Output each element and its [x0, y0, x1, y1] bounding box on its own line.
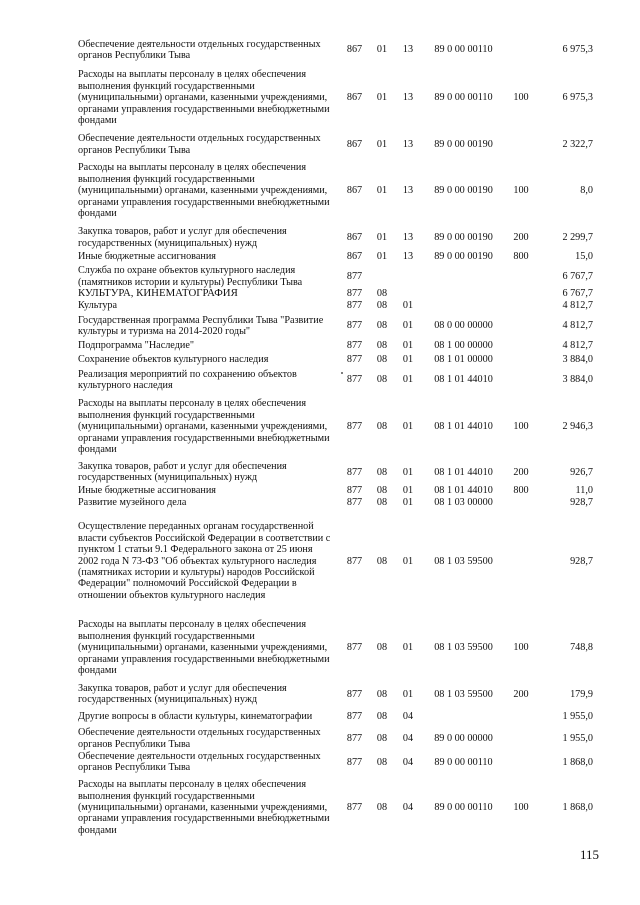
target-article-code: 89 0 00 00110	[434, 44, 493, 56]
budget-row	[78, 707, 593, 727]
subsection-code: 01	[402, 374, 414, 386]
expense-type-code	[506, 265, 536, 288]
subsection-code: 01	[402, 466, 414, 478]
section-code: 01	[376, 185, 388, 197]
expense-type-code: 200	[513, 466, 529, 478]
amount-value: 928,7	[570, 497, 593, 509]
section-code: 08	[376, 353, 388, 365]
budget-row	[78, 133, 593, 156]
subsection-code: 13	[402, 231, 414, 243]
amount-value: 6 975,3	[562, 44, 593, 56]
ministry-code: 867	[346, 92, 363, 104]
target-article-code: 08 1 01 44010	[434, 421, 493, 433]
expense-type-code	[506, 367, 536, 393]
expense-type-code: 100	[513, 642, 529, 654]
section-code: 01	[376, 231, 388, 243]
ministry-code: 877	[346, 484, 363, 496]
section-code	[369, 265, 395, 288]
expense-type-code	[506, 751, 536, 774]
section-code: 01	[376, 92, 388, 104]
ministry-code: 877	[346, 466, 363, 478]
expense-type-code	[506, 288, 536, 300]
ministry-code: 877	[346, 300, 363, 312]
budget-line-name: Закупка товаров, работ и услуг для обеспечения государственных (муниципальных) нужд	[78, 682, 287, 706]
ministry-code: 877	[346, 555, 363, 567]
budget-row	[78, 352, 593, 367]
section-code: 08	[376, 642, 388, 654]
budget-line-name: Обеспечение деятельности отдельных государственных органов Республики Тыва	[78, 750, 321, 774]
amount-value: 179,9	[570, 688, 593, 700]
ministry-code: 877	[346, 733, 363, 745]
subsection-code: 04	[402, 756, 414, 768]
budget-line-name: Осуществление переданных органам государственной власти субъектов Российской Федерации в соответствии с пунктом 1 статьи 9.1 Федерального закона от 25 июня 2002 года N 73-ФЗ "Об объектах культурного наследия (памятниках истории и культуры) народов Российской Федерации" полномочий Российской Федерации в отношении объектов культурного наследия	[78, 521, 331, 601]
target-article-code: 89 0 00 00110	[434, 92, 493, 104]
budget-table	[78, 37, 593, 842]
ministry-code: 877	[346, 320, 363, 332]
amount-value: 926,7	[570, 466, 593, 478]
expense-type-code: 800	[513, 251, 529, 263]
section-code: 08	[376, 421, 388, 433]
amount-value: 3 884,0	[562, 353, 593, 365]
target-article-code: 89 0 00 00110	[434, 756, 493, 768]
budget-row	[78, 156, 593, 226]
amount-value: 1 868,0	[562, 801, 593, 813]
ministry-code: 877	[346, 688, 363, 700]
expense-type-code: 200	[513, 231, 529, 243]
budget-line-name: Иные бюджетные ассигнования	[78, 484, 216, 496]
ministry-code: 877	[346, 340, 363, 352]
expense-type-code: 100	[513, 801, 529, 813]
expense-type-code: 200	[513, 688, 529, 700]
expense-type-code	[506, 497, 536, 509]
budget-row	[78, 727, 593, 751]
expense-type-code: 100	[513, 92, 529, 104]
amount-value: 15,0	[575, 251, 593, 263]
subsection-code: 13	[402, 185, 414, 197]
section-code: 08	[376, 374, 388, 386]
ministry-code: 877	[346, 353, 363, 365]
amount-value: 6 767,7	[562, 270, 593, 282]
subsection-code: 01	[402, 353, 414, 365]
amount-value: 1 955,0	[562, 733, 593, 745]
section-code: 08	[376, 300, 388, 312]
budget-row	[78, 367, 593, 393]
target-article-code: 89 0 00 00190	[434, 251, 493, 263]
section-code: 08	[376, 466, 388, 478]
budget-row	[78, 300, 593, 312]
budget-row	[78, 774, 593, 842]
budget-line-name: КУЛЬТУРА, КИНЕМАТОГРАФИЯ	[78, 287, 238, 300]
section-code: 08	[376, 320, 388, 332]
budget-row	[78, 249, 593, 265]
ministry-code: 877	[346, 374, 363, 386]
budget-row	[78, 265, 593, 288]
target-article-code: 08 1 03 00000	[434, 497, 493, 509]
subsection-code: 01	[402, 300, 414, 312]
section-code: 08	[376, 711, 388, 723]
amount-value: 4 812,7	[562, 320, 593, 332]
section-code: 08	[376, 484, 388, 496]
budget-row	[78, 484, 593, 497]
target-article-code: 89 0 00 00190	[434, 138, 493, 150]
subsection-code: 01	[402, 497, 414, 509]
budget-line-name: Иные бюджетные ассигнования	[78, 251, 216, 263]
section-code: 01	[376, 138, 388, 150]
target-article-code: 08 0 00 00000	[434, 320, 493, 332]
ministry-code: 877	[346, 288, 363, 300]
expense-type-code	[506, 509, 536, 614]
budget-row	[78, 288, 593, 300]
page-number: 115	[579, 847, 599, 862]
budget-line-name: Обеспечение деятельности отдельных государственных органов Республики Тыва	[78, 38, 321, 61]
section-code: 01	[376, 251, 388, 263]
subsection-code: 01	[402, 340, 414, 352]
subsection-code: 13	[402, 251, 414, 263]
target-article-code	[421, 707, 506, 727]
target-article-code: 08 1 01 00000	[434, 353, 493, 365]
budget-row	[78, 393, 593, 461]
budget-table-body	[78, 37, 593, 842]
budget-row	[78, 509, 593, 614]
budget-line-name: Расходы на выплаты персоналу в целях обеспечения выполнения функций государственными (муниципальными) органами, казенными учреждениями, органами управления государственными внебюджетными фондами	[78, 779, 330, 836]
subsection-code: 01	[402, 421, 414, 433]
budget-row	[78, 312, 593, 340]
budget-line-name: Обеспечение деятельности отдельных государственных органов Республики Тыва	[78, 133, 321, 156]
amount-value: 11,0	[575, 484, 593, 496]
budget-row	[78, 614, 593, 682]
amount-value: 8,0	[580, 185, 593, 197]
amount-value: 2 299,7	[562, 231, 593, 243]
budget-line-name: Развитие музейного дела	[78, 497, 187, 509]
target-article-code: 08 1 01 44010	[434, 374, 493, 386]
ministry-code: 877	[346, 711, 363, 723]
expense-type-code	[506, 37, 536, 63]
budget-row	[78, 340, 593, 352]
target-article-code: 08 1 01 44010	[434, 466, 493, 478]
budget-line-name: Другие вопросы в области культуры, кинематографии	[78, 711, 313, 723]
ministry-code: 877	[346, 421, 363, 433]
target-article-code	[421, 288, 506, 300]
budget-line-name: Государственная программа Республики Тыва "Развитие культуры и туризма на 2014-2020 годы"	[78, 314, 324, 337]
subsection-code: 13	[402, 92, 414, 104]
expense-type-code: 100	[513, 185, 529, 197]
budget-line-name: Расходы на выплаты персоналу в целях обеспечения выполнения функций государственными (муниципальными) органами, казенными учреждениями, органами управления государственными внебюджетными фондами	[78, 398, 330, 456]
amount-value: 2 322,7	[562, 138, 593, 150]
target-article-code: 08 1 03 59500	[434, 555, 493, 567]
subsection-code: 13	[402, 44, 414, 56]
budget-row	[78, 497, 593, 509]
expense-type-code	[506, 340, 536, 352]
subsection-code	[395, 288, 421, 300]
subsection-code: 01	[402, 484, 414, 496]
target-article-code: 89 0 00 00190	[434, 185, 493, 197]
subsection-code: 01	[402, 688, 414, 700]
section-code: 08	[376, 555, 388, 567]
budget-row	[78, 461, 593, 484]
scan-speck	[341, 372, 343, 374]
expense-type-code: 800	[513, 484, 529, 496]
budget-line-name: Расходы на выплаты персоналу в целях обеспечения выполнения функций государственными (муниципальными) органами, казенными учреждениями, органами управления государственными внебюджетными фондами	[78, 69, 330, 127]
target-article-code	[421, 300, 506, 312]
budget-line-name: Служба по охране объектов культурного наследия (памятников истории и культуры) Республики Тыва	[78, 265, 303, 288]
budget-line-name: Обеспечение деятельности отдельных государственных органов Республики Тыва	[78, 727, 321, 750]
budget-line-name: Сохранение объектов культурного наследия	[78, 353, 269, 365]
ministry-code: 867	[346, 185, 363, 197]
budget-row	[78, 226, 593, 249]
section-code: 01	[376, 44, 388, 56]
target-article-code	[421, 265, 506, 288]
subsection-code	[395, 265, 421, 288]
budget-line-name: Культура	[78, 300, 118, 312]
amount-value: 4 812,7	[562, 340, 593, 352]
ministry-code: 877	[346, 801, 363, 813]
expense-type-code	[506, 352, 536, 367]
expense-type-code	[506, 312, 536, 340]
ministry-code: 877	[346, 756, 363, 768]
budget-row	[78, 682, 593, 707]
expense-type-code	[506, 133, 536, 156]
subsection-code: 01	[402, 642, 414, 654]
section-code: 08	[376, 801, 388, 813]
budget-line-name: Расходы на выплаты персоналу в целях обеспечения выполнения функций государственными (муниципальными) органами, казенными учреждениями, органами управления государственными внебюджетными фондами	[78, 162, 330, 220]
target-article-code: 08 1 01 44010	[434, 484, 493, 496]
amount-value: 4 812,7	[562, 300, 593, 312]
budget-line-name: Реализация мероприятий по сохранению объектов культурного наследия	[78, 368, 297, 391]
budget-line-name: Закупка товаров, работ и услуг для обеспечения государственных (муниципальных) нужд	[78, 461, 287, 484]
ministry-code: 867	[346, 251, 363, 263]
expense-type-code	[506, 300, 536, 312]
section-code: 08	[376, 497, 388, 509]
target-article-code: 08 1 00 00000	[434, 340, 493, 352]
budget-line-name: Закупка товаров, работ и услуг для обеспечения государственных (муниципальных) нужд	[78, 226, 287, 249]
ministry-code: 877	[346, 642, 363, 654]
budget-row	[78, 63, 593, 133]
amount-value: 3 884,0	[562, 374, 593, 386]
ministry-code: 867	[346, 44, 363, 56]
section-code: 08	[376, 340, 388, 352]
section-code: 08	[376, 288, 388, 300]
target-article-code: 89 0 00 00000	[434, 733, 493, 745]
ministry-code: 867	[346, 231, 363, 243]
section-code: 08	[376, 756, 388, 768]
expense-type-code	[506, 707, 536, 727]
ministry-code: 867	[346, 138, 363, 150]
amount-value: 1 955,0	[562, 711, 593, 723]
amount-value: 6 975,3	[562, 92, 593, 104]
budget-line-name: Подпрограмма "Наследие"	[78, 340, 195, 352]
amount-value: 2 946,3	[562, 421, 593, 433]
amount-value: 928,7	[570, 555, 593, 567]
amount-value: 748,8	[570, 642, 593, 654]
subsection-code: 04	[402, 733, 414, 745]
target-article-code: 89 0 00 00190	[434, 231, 493, 243]
section-code: 08	[376, 733, 388, 745]
target-article-code: 08 1 03 59500	[434, 688, 493, 700]
subsection-code: 01	[402, 555, 414, 567]
subsection-code: 01	[402, 320, 414, 332]
ministry-code: 877	[346, 497, 363, 509]
ministry-code: 877	[346, 270, 363, 282]
budget-row	[78, 37, 593, 63]
expense-type-code	[506, 727, 536, 751]
amount-value: 1 868,0	[562, 756, 593, 768]
amount-value: 6 767,7	[562, 288, 593, 300]
subsection-code: 13	[402, 138, 414, 150]
target-article-code: 08 1 03 59500	[434, 642, 493, 654]
subsection-code: 04	[402, 711, 414, 723]
expense-type-code: 100	[513, 421, 529, 433]
section-code: 08	[376, 688, 388, 700]
subsection-code: 04	[402, 801, 414, 813]
target-article-code: 89 0 00 00110	[434, 801, 493, 813]
budget-line-name: Расходы на выплаты персоналу в целях обеспечения выполнения функций государственными (муниципальными) органами, казенными учреждениями, органами управления государственными внебюджетными фондами	[78, 619, 330, 676]
budget-row	[78, 751, 593, 774]
